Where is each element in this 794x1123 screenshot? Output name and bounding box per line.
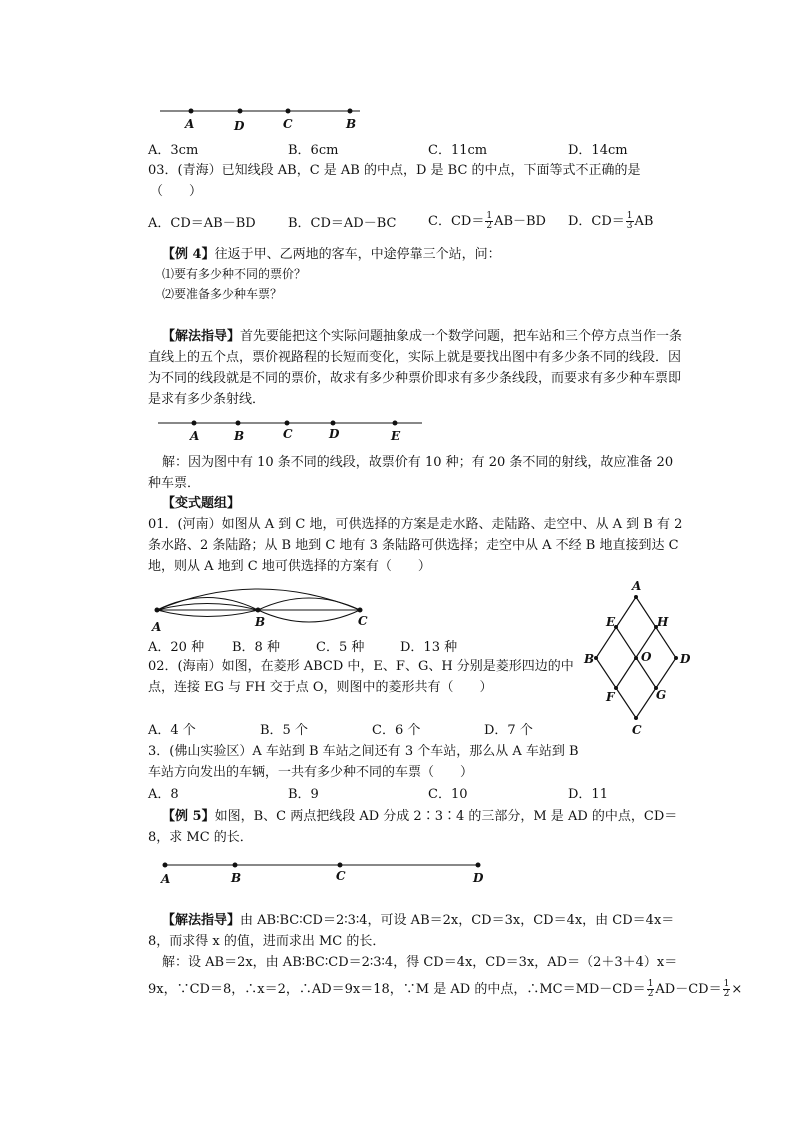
rhombus-label-f: F bbox=[606, 690, 615, 704]
rhombus-label-h: H bbox=[657, 615, 669, 629]
ex4-point-a bbox=[192, 421, 197, 426]
ex5-solution-line-1: 解：设 AB＝2x，由 AB∶BC∶CD＝2∶3∶4，得 CD＝4x，CD＝3x，AD＝（2＋3＋4）x＝ bbox=[162, 955, 678, 970]
rhombus-label-g: G bbox=[656, 688, 667, 702]
variant-heading: 【变式题组】 bbox=[162, 496, 241, 511]
v01-label-a: A bbox=[152, 620, 162, 634]
v02-text-2: 点，连接 EG 与 FH 交于点 O，则图中的菱形共有（ ） bbox=[148, 680, 493, 695]
ex5-point-d bbox=[476, 863, 481, 868]
fig1-point-d bbox=[238, 109, 243, 114]
ex5-point-b bbox=[233, 863, 238, 868]
fig1-label-b: B bbox=[346, 117, 357, 131]
rhombus-label-d: D bbox=[680, 652, 691, 666]
ex5-solution-line-2: 9x，∵CD＝8，∴x＝2，∴AD＝9x＝18，∵M 是 AD 的中点，∴MC＝MD－CD＝ $\frac{1}{2}$ AD－CD＝ $\frac{1}{2}$ × bbox=[148, 979, 743, 999]
q03-text: 03．(青海）已知线段 AB，C 是 AB 的中点，D 是 BC 的中点，下面等式不正确的是 bbox=[148, 163, 641, 178]
prev-option-a: A．3cm bbox=[148, 143, 199, 158]
ex4-label-a: A bbox=[190, 429, 200, 443]
fig1-label-d: D bbox=[234, 119, 245, 133]
v03-option-a: A．8 bbox=[148, 787, 179, 802]
rhombus-label-o: O bbox=[641, 650, 652, 664]
v01-label-b: B bbox=[255, 615, 266, 629]
v01-text: 01．(河南）如图从 A 到 C 地，可供选择的方案是走水路、走陆路、走空中、从 A 到 B 有 2 条水路、2 条陆路；从 B 地到 C 地有 3 条陆路可供选择；走空中从 A 不经 B 地直接到达 C 地，则从 A 地到 C 地可供选择的方案有（ ） bbox=[148, 517, 683, 574]
ex5-label-b: B bbox=[231, 871, 242, 885]
fig1-point-a bbox=[189, 109, 194, 114]
ex4-label-c: C bbox=[283, 427, 293, 441]
ex5-label-d: D bbox=[473, 871, 484, 885]
v01-option-a: A．20 种 bbox=[148, 640, 205, 655]
ex5-guide: 【解法指导】由 AB∶BC∶CD＝2∶3∶4，可设 AB＝2x，CD＝3x，CD＝4x，由 CD＝4x＝8，而求得 x 的值，进而求出 MC 的长． bbox=[148, 913, 675, 949]
fig1-point-c bbox=[286, 109, 291, 114]
prev-option-d: D．14cm bbox=[568, 143, 628, 158]
q03-option-a: A．CD＝AB－BD bbox=[148, 216, 256, 231]
q03-option-b: B．CD＝AD－BC bbox=[288, 216, 397, 231]
v01-option-b: B．8 种 bbox=[232, 640, 280, 655]
ex4-label-e: E bbox=[391, 429, 401, 443]
rhombus-label-a: A bbox=[632, 579, 642, 593]
fig1-point-b bbox=[348, 109, 353, 114]
ex4-label-d: D bbox=[329, 427, 340, 441]
v01-option-c: C．5 种 bbox=[316, 640, 365, 655]
ex5-point-a bbox=[163, 863, 168, 868]
q03-option-c: C．CD＝ $\frac{1}{2}$ AB－BD bbox=[428, 211, 546, 231]
q03-option-d: D．CD＝ $\frac{1}{3}$ AB bbox=[568, 211, 654, 231]
v03-text-2: 车站方向发出的车辆，一共有多少种不同的车票（ ） bbox=[148, 765, 474, 780]
ex4-point-d bbox=[331, 421, 336, 426]
v03-option-c: C．10 bbox=[428, 787, 468, 802]
q03-paren: （ ） bbox=[150, 184, 203, 199]
rhombus-label-b: B bbox=[584, 652, 595, 666]
v02-option-d: D．7 个 bbox=[484, 723, 533, 738]
v02-option-b: B．5 个 bbox=[260, 723, 308, 738]
v02-option-a: A．4 个 bbox=[148, 723, 196, 738]
ex4-question-2: ⑵要准备多少种车票？ bbox=[162, 287, 283, 301]
v01-label-c: C bbox=[358, 614, 368, 628]
ex4-point-b bbox=[236, 421, 241, 426]
prev-option-b: B．6cm bbox=[288, 143, 339, 158]
ex4-heading: 【例 4】往返于甲、乙两地的客车，中途停靠三个站，问： bbox=[162, 247, 501, 262]
prev-option-c: C．11cm bbox=[428, 143, 488, 158]
ex4-solution: 解：因为图中有 10 条不同的线段，故票价有 10 种；有 20 条不同的射线，故应准备 20 种车票． bbox=[148, 455, 674, 491]
ex5-point-c bbox=[338, 863, 343, 868]
ex4-point-e bbox=[393, 421, 398, 426]
ex4-guide: 【解法指导】首先要能把这个实际问题抽象成一个数学问题，把车站和三个停方点当作一条直线上的五个点，票价视路程的长短而变化，实际上就是要找出图中有多少条不同的线段．因为不同的线段就是不同的票价，故求有多少种票价即求有多少条线段，而要求有多少种车票即是求有多少条射线． bbox=[148, 329, 683, 407]
ex5-heading: 【例 5】如图，B、C 两点把线段 AD 分成 2∶3∶4 的三部分，M 是 AD 的中点，CD＝8，求 MC 的长． bbox=[148, 809, 678, 845]
v02-option-c: C．6 个 bbox=[372, 723, 421, 738]
v02-text-1: 02．(海南）如图，在菱形 ABCD 中，E、F、G、H 分别是菱形四边的中 bbox=[148, 659, 574, 674]
v03-option-d: D．11 bbox=[568, 787, 608, 802]
v01-option-d: D．13 种 bbox=[400, 640, 458, 655]
ex5-label-c: C bbox=[336, 869, 346, 883]
rhombus-label-c: C bbox=[632, 723, 642, 737]
ex4-question-1: ⑴要有多少种不同的票价？ bbox=[162, 267, 307, 281]
v03-text-1: 3．(佛山实验区）A 车站到 B 车站之间还有 3 个车站，那么从 A 车站到 B bbox=[148, 744, 579, 759]
rhombus-label-e: E bbox=[606, 615, 616, 629]
fig1-label-c: C bbox=[283, 117, 293, 131]
fig1-label-a: A bbox=[185, 117, 195, 131]
ex5-label-a: A bbox=[161, 872, 171, 886]
ex4-label-b: B bbox=[234, 429, 245, 443]
v03-option-b: B．9 bbox=[288, 787, 319, 802]
ex4-point-c bbox=[285, 421, 290, 426]
